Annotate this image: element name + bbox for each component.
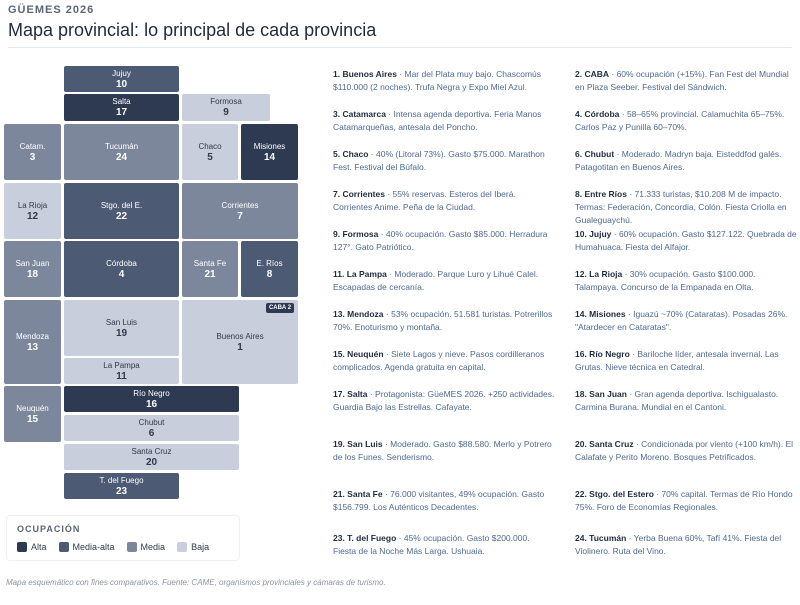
province-tile-name: Córdoba (106, 258, 137, 268)
province-note-name: 8. Entre Ríos (575, 189, 627, 199)
province-tile-number: 22 (115, 210, 128, 222)
footer-note: Mapa esquemático con fines comparativos. Fuente: CAME, organismos provinciales y cámaras de turismo. (6, 578, 386, 587)
page-title: Mapa provincial: lo principal de cada provincia (8, 20, 377, 40)
province-tile-number: 10 (115, 78, 128, 90)
province-note-text: · Siete Lagos y nieve. Pasos cordilleranos complicados. Agenda gratuita en capital. (333, 349, 545, 372)
province-tile-name: Salta (112, 97, 131, 106)
province-note (333, 488, 555, 514)
province-tile-name: Santa Cruz (131, 446, 172, 456)
province-note-name: 10. Jujuy (575, 229, 612, 239)
province-note (333, 268, 555, 294)
province-tile-santa-fe (182, 241, 238, 297)
province-note-name: 1. Buenos Aires (333, 69, 397, 79)
province-note-text: · 55% reservas. Esteros del Iberá. Corrientes Anime. Peña de la Ciudad. (333, 189, 516, 212)
province-note (333, 188, 555, 214)
province-note-text: · 76.000 visitantes, 49% ocupación. Gasto $156.799. Los Auténticos Decadentes. (333, 489, 545, 512)
province-tile-name: Mendoza (16, 331, 49, 341)
province-note (575, 148, 797, 174)
province-note (333, 308, 555, 334)
legend-items (17, 542, 209, 552)
province-tile-name: Tucumán (104, 141, 139, 151)
province-note (333, 228, 555, 254)
province-tile-number: 11 (116, 370, 127, 382)
province-note-text: · Mar del Plata muy bajo. Chascomús $110.000 (2 noches). Trufa Negra y Expo Miel Azul. (333, 69, 542, 92)
province-note-text: · Condicionada por viento (+100 km/h). El Calafate y Perito Moreno. Bosques Petrificados. (575, 439, 794, 462)
province-note-name: 9. Formosa (333, 229, 379, 239)
occupancy-legend (6, 515, 240, 561)
province-note-name: 3. Catamarca (333, 109, 386, 119)
province-note-name: 12. La Rioja (575, 269, 623, 279)
province-tile-number: 20 (145, 456, 158, 468)
province-tile-map (0, 50, 310, 520)
province-note-text: · 53% ocupación. 51.581 turistas. Potrerillos 70%. Enoturismo y montaña. (333, 309, 553, 332)
province-tile-name: La Pampa (103, 360, 140, 370)
province-tile-catam (4, 124, 61, 180)
legend-label: Media (140, 542, 166, 552)
province-note-text: · Intensa agenda deportiva. Feria Manos Catamarqueñas, antesala del Poncho. (333, 109, 542, 132)
province-note (575, 188, 797, 227)
province-note-name: 13. Mendoza (333, 309, 384, 319)
province-note-text: · Bariloche líder, antesala invernal. Las Grutas. Nieve técnica en Catedral. (575, 349, 779, 372)
province-tile-corrientes (182, 183, 298, 239)
province-note-text: · 30% ocupación. Gasto $100.000. Talampaya. Concurso de la Empanada en Olta. (575, 269, 756, 292)
province-tile-number: 18 (26, 268, 39, 280)
province-tile-la-rioja (4, 183, 61, 239)
province-tile-mendoza (4, 300, 61, 384)
province-tile-formosa (182, 94, 270, 121)
province-tile-jujuy (64, 66, 179, 92)
province-note (575, 68, 797, 94)
province-tile-misiones (241, 124, 298, 180)
province-tile-number: 21 (204, 268, 216, 280)
province-tile-name: Stgo. del E. (100, 200, 143, 210)
province-note-name: 4. Córdoba (575, 109, 620, 119)
legend-label: Baja (191, 542, 210, 552)
province-note-name: 15. Neuquén (333, 349, 384, 359)
province-note-name: 5. Chaco (333, 149, 369, 159)
province-note-name: 22. Stgo. del Estero (575, 489, 654, 499)
province-note (333, 532, 555, 558)
province-note (575, 438, 797, 464)
province-note-text: · Yerba Buena 60%, Tafí 41%. Fiesta del Violinero. Ruta del Vino. (575, 533, 782, 556)
province-note-name: 14. Misiones (575, 309, 626, 319)
province-note (333, 388, 555, 414)
province-note-text: · 40% (Litoral 73%). Gasto $75.000. Marathon Fest. Festival del Búfalo. (333, 149, 545, 172)
legend-swatch (127, 542, 137, 552)
province-note-name: 21. Santa Fe (333, 489, 383, 499)
province-note-name: 23. T. del Fuego (333, 533, 397, 543)
province-tile-number: 6 (148, 427, 155, 439)
province-note-text: · Gran agenda deportiva. Ischigualasto. Carmina Burana. Mundial en el Cantoni. (575, 389, 779, 412)
province-tile-number: 17 (115, 107, 128, 118)
legend-item (177, 542, 209, 552)
province-note (575, 108, 797, 134)
province-note (333, 438, 555, 464)
province-tile-number: 3 (29, 151, 36, 163)
province-tile-t-del-fuego (64, 473, 179, 499)
province-tile-chubut (64, 415, 239, 441)
province-tile-la-pampa (64, 358, 179, 384)
province-tile-neuquén (4, 386, 61, 442)
province-note (333, 108, 555, 134)
province-tile-san-juan (4, 241, 61, 297)
province-note (333, 68, 555, 94)
province-tile-number: 8 (266, 268, 273, 280)
province-note (575, 228, 797, 254)
province-tile-name: Corrientes (221, 200, 259, 210)
province-note (575, 488, 797, 514)
province-tile-number: 9 (223, 107, 229, 118)
kicker: GÜEMES 2026 (8, 4, 95, 16)
province-note (575, 308, 797, 334)
province-tile-san-luis (64, 300, 179, 356)
legend-item (59, 542, 115, 552)
province-tile-name: Neuquén (16, 403, 49, 413)
province-tile-name: Formosa (210, 97, 242, 106)
province-tile-name: Buenos Aires (216, 331, 264, 341)
title-divider (8, 47, 792, 48)
province-tile-number: 5 (207, 151, 213, 163)
province-tile-salta (64, 94, 179, 121)
province-tile-río-negro (64, 386, 239, 412)
province-note-text: · 45% ocupación. Gasto $200.000. Fiesta de la Noche Más Larga. Ushuaia. (333, 533, 530, 556)
province-note-text: · Moderado. Madryn baja. Eisteddfod galés. Patagotitan en Buenos Aires. (575, 149, 782, 172)
legend-item (127, 542, 166, 552)
province-tile-number: 19 (115, 327, 128, 339)
province-tile-chaco (182, 124, 238, 180)
province-tile-name: Chubut (138, 417, 165, 427)
legend-item (17, 542, 47, 552)
province-note (575, 348, 797, 374)
province-note-text: · 60% ocupación (+15%). Fan Fest del Mundial en Plaza Seeber. Festival del Sándwich. (575, 69, 789, 92)
province-tile-number: 13 (26, 341, 39, 353)
province-tile-tucumán (64, 124, 179, 180)
province-tile-number: 4 (118, 268, 125, 280)
legend-swatch (17, 542, 27, 552)
caba-badge: CABA 2 (266, 303, 294, 313)
province-tile-stgo-del-e (64, 183, 179, 239)
province-note (575, 532, 797, 558)
province-tile-name: T. del Fuego (99, 475, 144, 485)
province-note-name: 6. Chubut (575, 149, 615, 159)
province-tile-córdoba (64, 241, 179, 297)
province-note-name: 19. San Luis (333, 439, 383, 449)
province-tile-name: Jujuy (112, 68, 131, 78)
province-note (575, 388, 797, 414)
province-note-name: 7. Corrientes (333, 189, 385, 199)
province-note-text: · 40% ocupación. Gasto $85.000. Herradura 127°. Gato Patriótico. (333, 229, 548, 252)
province-note-text: · Protagonista: GüeMES 2026. +250 actividades. Guardia Bajo las Estrellas. Cafayate. (333, 389, 555, 412)
province-note-name: 24. Tucumán (575, 533, 627, 543)
province-note-name: 18. San Juan (575, 389, 627, 399)
province-tile-name: La Rioja (17, 200, 48, 210)
province-note-text: · 71.333 turistas, $10.208 M de impacto. Termas: Federación, Concordia, Colón. Fiesta Criolla en Gualeguaychú. (575, 189, 787, 225)
province-tile-number: 7 (237, 210, 243, 222)
legend-swatch (59, 542, 69, 552)
province-tile-name: E. Ríos (256, 258, 283, 268)
province-tile-name: Chaco (198, 141, 222, 151)
province-tile-name: Catam. (19, 141, 46, 151)
province-note (333, 148, 555, 174)
province-note-text: · Moderado. Parque Luro y Lihué Calel. Escapadas de cercanía. (333, 269, 539, 292)
province-note (333, 348, 555, 374)
province-tile-name: San Juan (15, 258, 50, 268)
province-note-name: 2. CABA (575, 69, 610, 79)
province-note-name: 17. Salta (333, 389, 368, 399)
province-tile-number: 15 (26, 413, 39, 425)
province-tile-name: Río Negro (133, 388, 170, 398)
province-tile-name: Santa Fe (193, 258, 227, 268)
province-tile-number: 23 (115, 485, 128, 497)
province-note-text: · 70% capital. Termas de Río Hondo 75%. Foro de Economías Regionales. (575, 489, 793, 512)
province-tile-number: 1 (237, 341, 243, 353)
province-tile-name: San Luis (105, 317, 138, 327)
province-note-name: 11. La Pampa (333, 269, 387, 279)
legend-label: Media-alta (72, 542, 115, 552)
province-note-text: · 60% ocupación. Gasto $127.122. Quebrada de Humahuaca. Fiesta del Alfajor. (575, 229, 797, 252)
province-tile-e-ríos (241, 241, 298, 297)
province-tile-number: 14 (263, 151, 276, 163)
province-tile-number: 24 (115, 151, 128, 163)
province-tile-number: 12 (26, 210, 39, 222)
province-note-name: 16. Río Negro (575, 349, 630, 359)
province-note-text: · Iguazú ~70% (Cataratas). Posadas 26%. "Atardecer en Cataratas". (575, 309, 788, 332)
legend-title: OCUPACIÓN (17, 524, 81, 534)
province-tile-name: Misiones (253, 141, 286, 151)
province-note (575, 268, 797, 294)
province-tile-number: 16 (145, 398, 158, 410)
province-tile-santa-cruz (64, 444, 239, 470)
legend-swatch (177, 542, 187, 552)
legend-label: Alta (31, 542, 47, 552)
province-note-text: · 58–65% provincial. Calamuchita 65–75%. Carlos Paz y Punilla 60–70%. (575, 109, 785, 132)
province-note-text: · Moderado. Gasto $88.580. Merlo y Potrero de los Funes. Senderismo. (333, 439, 552, 462)
province-note-name: 20. Santa Cruz (575, 439, 634, 449)
